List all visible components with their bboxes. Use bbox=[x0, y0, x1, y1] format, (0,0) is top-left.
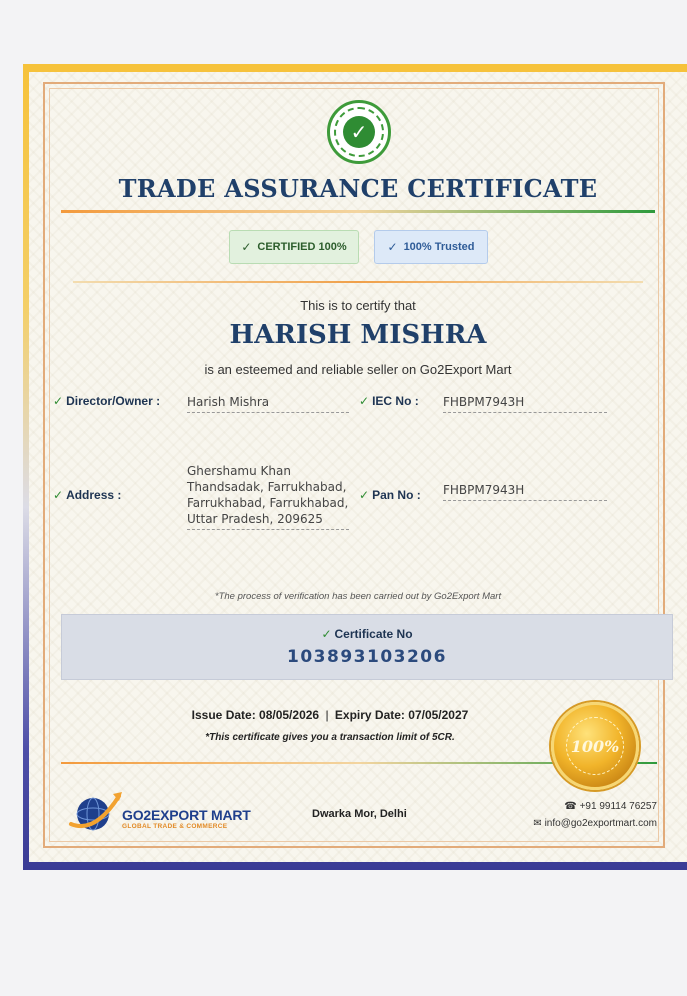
check-icon: ✓ bbox=[387, 240, 398, 254]
trusted-badge: ✓ 100% Trusted bbox=[374, 230, 488, 264]
verification-note: *The process of verification has been carried out by Go2Export Mart bbox=[214, 591, 502, 602]
certified-badge: ✓ CERTIFIED 100% bbox=[229, 230, 359, 264]
divider bbox=[73, 281, 643, 283]
globe-logo-icon bbox=[67, 790, 123, 834]
phone-contact: ☎ +91 99114 76257 bbox=[564, 801, 657, 812]
certificate-number-box bbox=[61, 614, 673, 680]
director-label: ✓ Director/Owner : bbox=[53, 394, 161, 408]
brand-tagline: GLOBAL TRADE & COMMERCE bbox=[122, 823, 228, 830]
iec-label: ✓ IEC No : bbox=[359, 394, 419, 408]
check-icon: ✓ bbox=[53, 394, 64, 408]
pan-value: FHBPM7943H bbox=[443, 482, 607, 501]
gold-guarantee-seal: 100% bbox=[551, 702, 639, 790]
certificate-title: TRADE ASSURANCE CERTIFICATE bbox=[118, 174, 598, 203]
certified-seal bbox=[327, 100, 391, 164]
check-icon: ✓ bbox=[53, 488, 64, 502]
check-icon: ✓ bbox=[241, 240, 252, 254]
brand-name: GO2EXPORT MART bbox=[122, 807, 251, 823]
certificate-paper bbox=[29, 72, 687, 862]
email-contact[interactable]: ✉ info@go2exportmart.com bbox=[533, 818, 657, 829]
issue-date: Issue Date: 08/05/2026 bbox=[191, 708, 320, 722]
location-text: Dwarka Mor, Delhi bbox=[312, 808, 407, 820]
certify-text: This is to certify that bbox=[300, 298, 416, 313]
holder-name: HARISH MISHRA bbox=[229, 320, 487, 350]
iec-value: FHBPM7943H bbox=[443, 394, 607, 413]
check-icon: ✓ bbox=[343, 116, 375, 148]
address-label: ✓ Address : bbox=[53, 488, 122, 502]
certificate-number-label: ✓ Certificate No bbox=[321, 627, 413, 641]
address-value: Ghershamu Khan Thandsadak, Farrukhabad, Farrukhabad, Farrukhabad, Uttar Pradesh, 209625 bbox=[187, 463, 349, 530]
seller-text: is an esteemed and reliable seller on Go2Export Mart bbox=[204, 362, 512, 377]
validity-dates: Issue Date: 08/05/2026 | Expiry Date: 07/05/2027 bbox=[191, 708, 469, 722]
certificate-number: 103893103206 bbox=[287, 647, 447, 667]
check-icon: ✓ bbox=[359, 394, 370, 408]
mail-icon: ✉ bbox=[533, 818, 542, 829]
director-value: Harish Mishra bbox=[187, 394, 349, 413]
certificate-border bbox=[23, 64, 687, 870]
check-icon: ✓ bbox=[359, 488, 370, 502]
title-divider bbox=[61, 210, 655, 213]
pan-label: ✓ Pan No : bbox=[359, 488, 421, 502]
phone-icon: ☎ bbox=[564, 801, 577, 812]
check-icon: ✓ bbox=[321, 627, 332, 641]
expiry-date: Expiry Date: 07/05/2027 bbox=[334, 708, 469, 722]
transaction-limit-note: *This certificate gives you a transaction limit of 5CR. bbox=[205, 732, 455, 743]
